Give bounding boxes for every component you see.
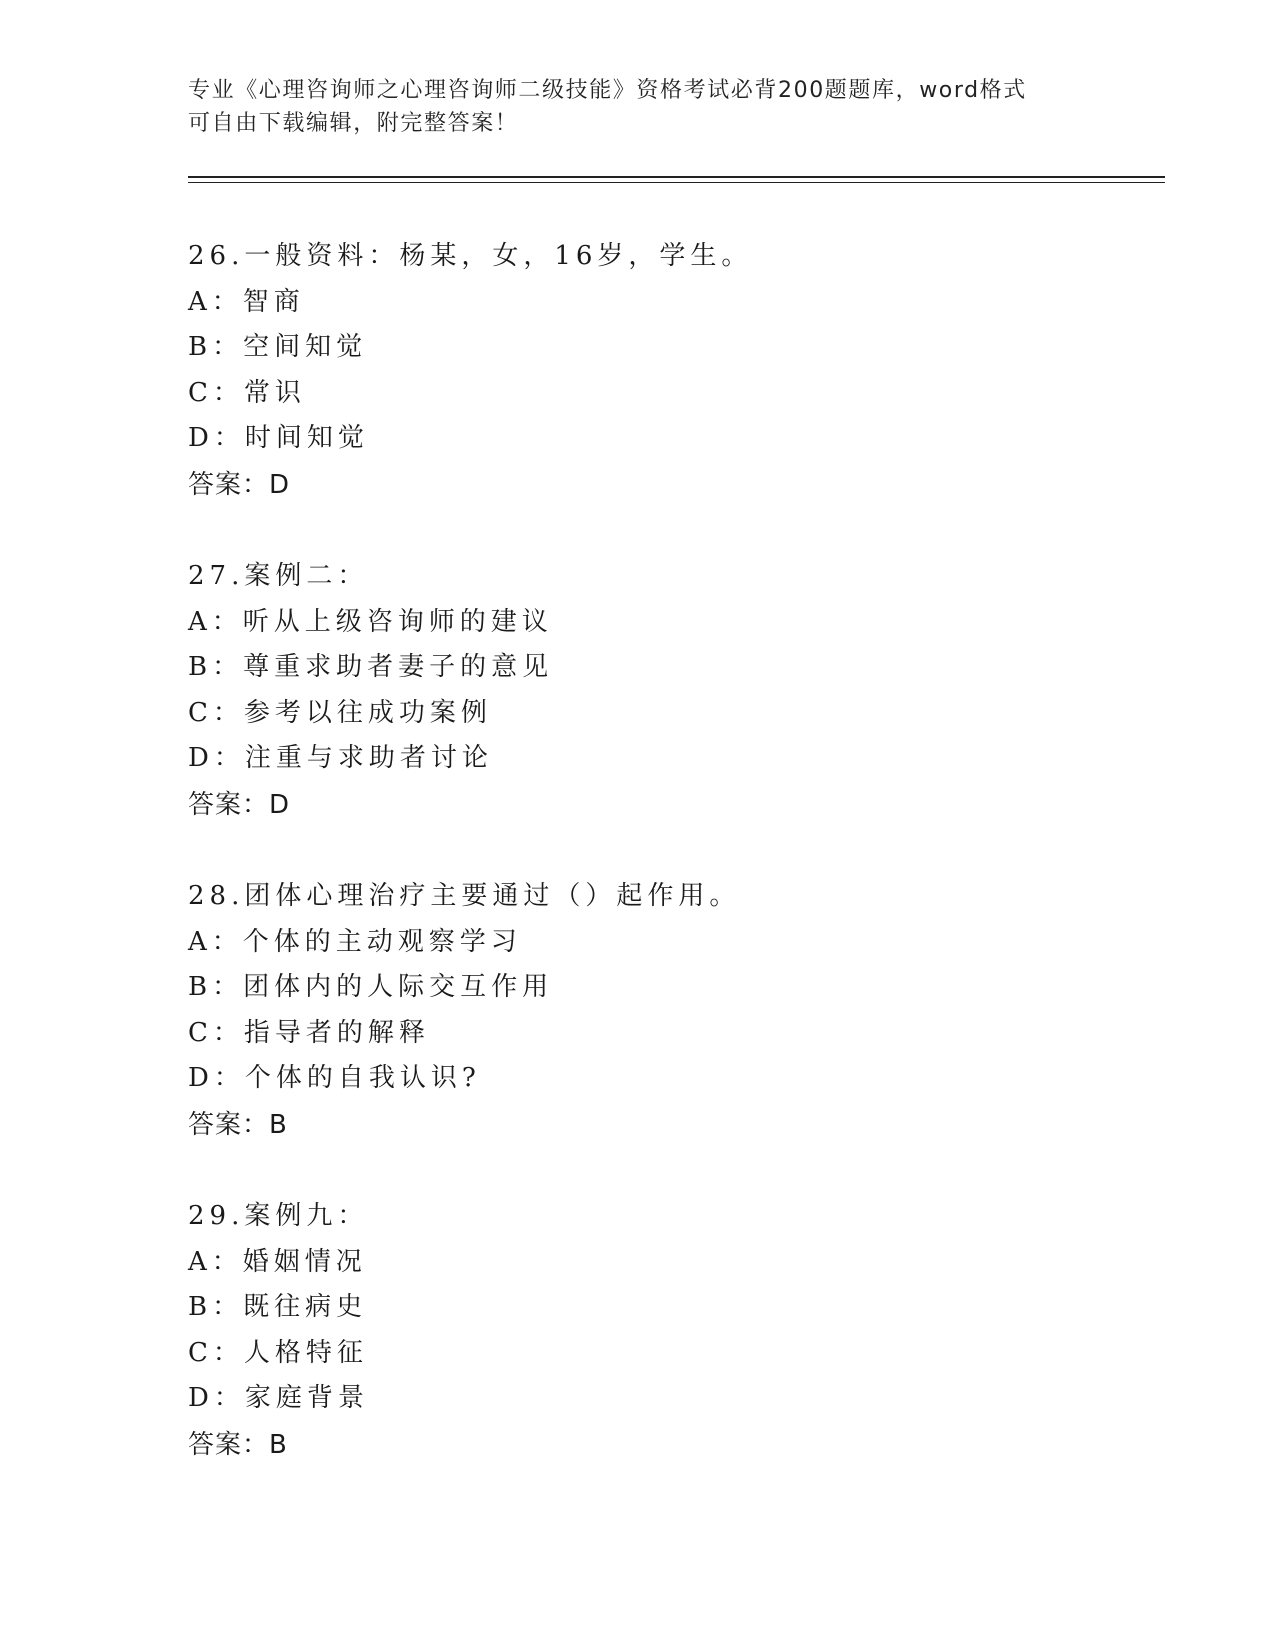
question-stem: 29.案例九： xyxy=(188,1200,369,1231)
option-c: C：常识 xyxy=(188,377,306,408)
option-a: A：听从上级咨询师的建议 xyxy=(188,606,553,637)
header-line-2: 可自由下载编辑，附完整答案！ xyxy=(188,111,519,136)
header-divider-thin xyxy=(188,182,1165,183)
document-header xyxy=(188,74,1088,140)
option-b: B：空间知觉 xyxy=(188,332,368,363)
header-divider-thick xyxy=(188,176,1165,178)
question-28 xyxy=(188,874,1168,1148)
option-c: C：参考以往成功案例 xyxy=(188,697,492,728)
option-d: D：家庭背景 xyxy=(188,1383,369,1414)
question-list xyxy=(188,234,1168,1514)
option-b: B：尊重求助者妻子的意见 xyxy=(188,652,554,683)
option-d: D：注重与求助者讨论 xyxy=(188,743,493,774)
answer-line: 答案：B xyxy=(188,1429,288,1460)
answer-line: 答案：B xyxy=(188,1109,288,1140)
answer-line: 答案：D xyxy=(188,789,291,820)
option-a: A：个体的主动观察学习 xyxy=(188,926,522,957)
option-c: C：人格特征 xyxy=(188,1337,368,1368)
question-27 xyxy=(188,554,1168,828)
question-stem: 27.案例二： xyxy=(188,560,369,591)
option-c: C：指导者的解释 xyxy=(188,1017,430,1048)
answer-line: 答案：D xyxy=(188,469,291,500)
option-b: B：既往病史 xyxy=(188,1292,368,1323)
question-29 xyxy=(188,1194,1168,1468)
question-26 xyxy=(188,234,1168,508)
option-a: A：婚姻情况 xyxy=(188,1246,367,1277)
option-d: D：个体的自我认识? xyxy=(188,1063,481,1094)
option-d: D：时间知觉 xyxy=(188,423,369,454)
question-stem: 26.一般资料：杨某，女，16岁，学生。 xyxy=(188,241,753,271)
header-line-1: 专业《心理咨询师之心理咨询师二级技能》资格考试必背200题题库，word格式 xyxy=(188,78,1027,103)
option-a: A：智商 xyxy=(188,286,305,317)
option-b: B：团体内的人际交互作用 xyxy=(188,972,554,1003)
question-stem: 28.团体心理治疗主要通过（）起作用。 xyxy=(188,880,741,911)
